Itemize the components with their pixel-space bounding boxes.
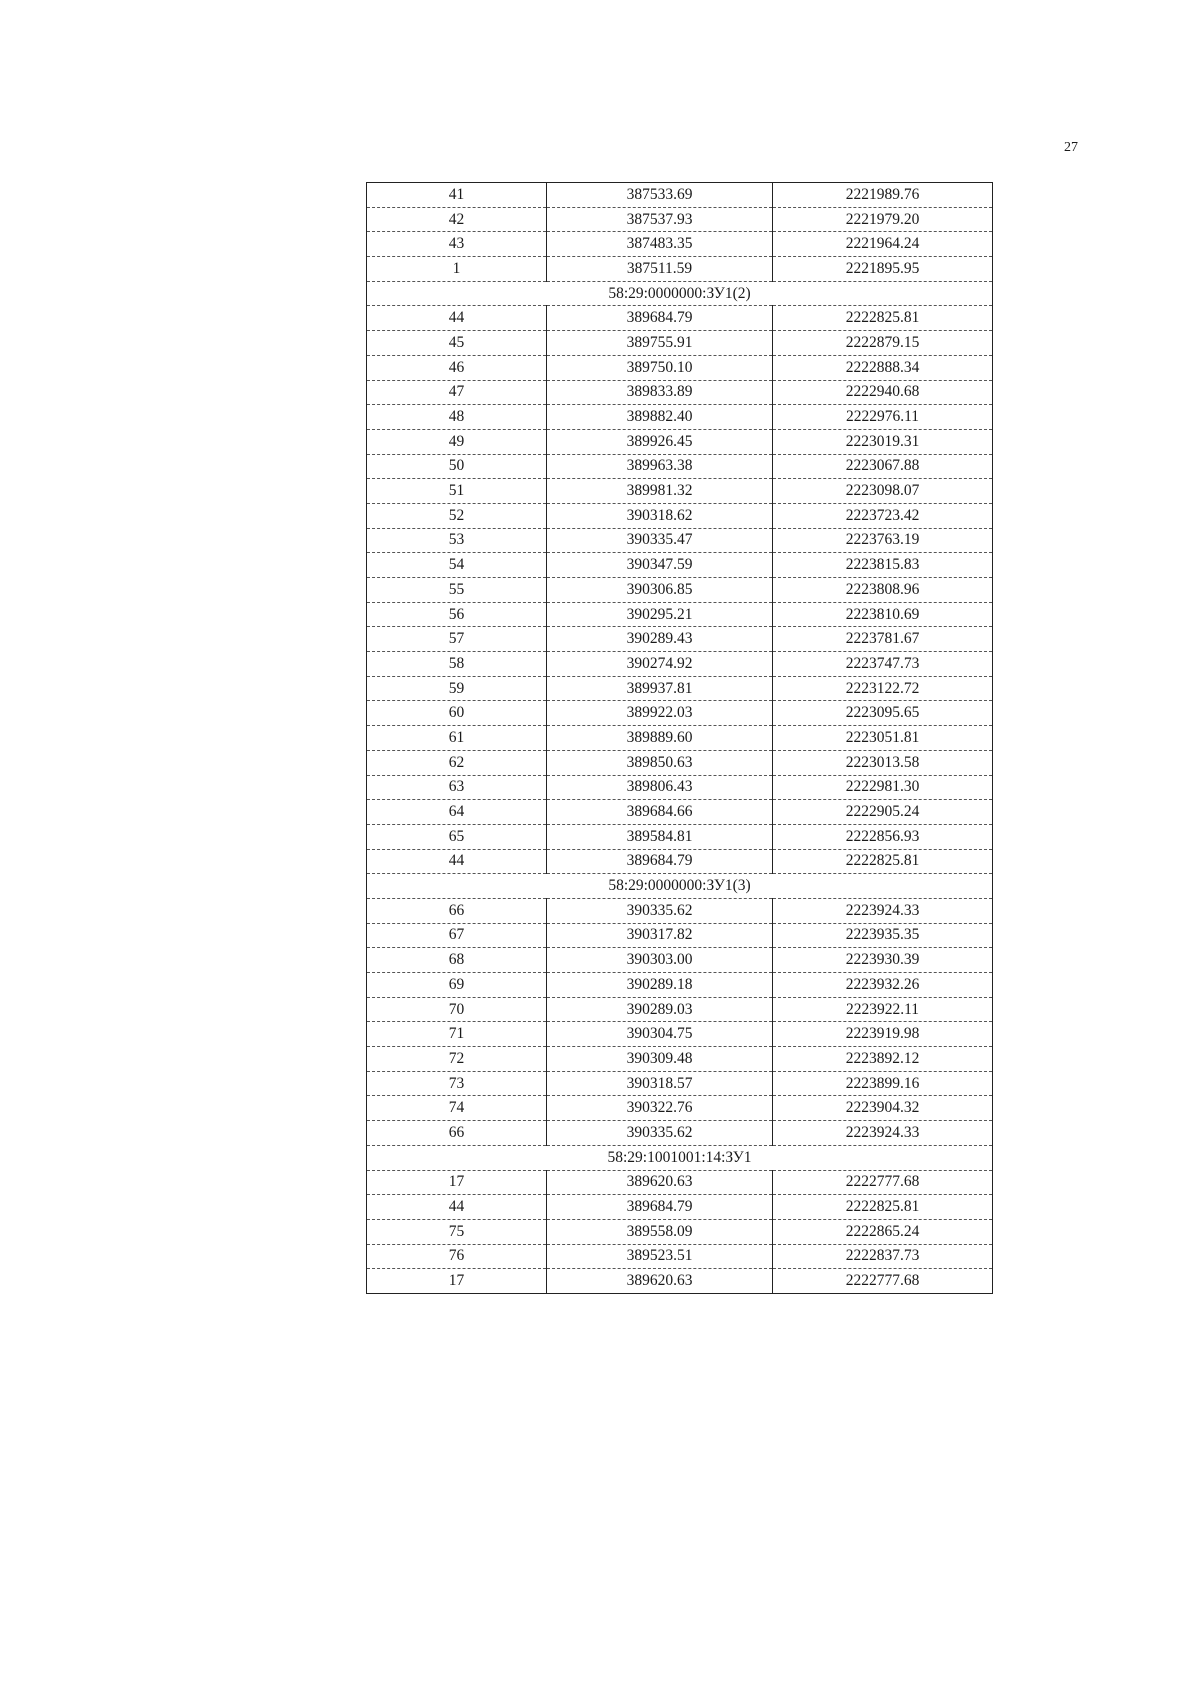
y-coordinate-cell: 2222777.68 [773, 1269, 993, 1294]
table-row [367, 627, 993, 652]
y-coordinate-cell: 2222940.68 [773, 380, 993, 405]
section-header-row [367, 874, 993, 899]
y-coordinate-cell: 2223763.19 [773, 528, 993, 553]
y-coordinate-cell: 2221964.24 [773, 232, 993, 257]
table-row [367, 479, 993, 504]
table-row [367, 824, 993, 849]
x-coordinate-cell: 389937.81 [547, 676, 773, 701]
table-row [367, 1195, 993, 1220]
table-row [367, 207, 993, 232]
page-number: 27 [1064, 140, 1078, 155]
y-coordinate-cell: 2222777.68 [773, 1170, 993, 1195]
coordinates-table-body [367, 183, 993, 1294]
point-number-cell: 51 [367, 479, 547, 504]
table-row [367, 1096, 993, 1121]
point-number-cell: 72 [367, 1047, 547, 1072]
x-coordinate-cell: 390317.82 [547, 923, 773, 948]
x-coordinate-cell: 389926.45 [547, 429, 773, 454]
y-coordinate-cell: 2222981.30 [773, 775, 993, 800]
y-coordinate-cell: 2223013.58 [773, 750, 993, 775]
x-coordinate-cell: 390335.62 [547, 1121, 773, 1146]
table-row [367, 1022, 993, 1047]
point-number-cell: 64 [367, 800, 547, 825]
table-row [367, 503, 993, 528]
x-coordinate-cell: 389558.09 [547, 1219, 773, 1244]
x-coordinate-cell: 390304.75 [547, 1022, 773, 1047]
section-header-row [367, 1145, 993, 1170]
y-coordinate-cell: 2222905.24 [773, 800, 993, 825]
point-number-cell: 44 [367, 1195, 547, 1220]
x-coordinate-cell: 389963.38 [547, 454, 773, 479]
point-number-cell: 52 [367, 503, 547, 528]
x-coordinate-cell: 389684.66 [547, 800, 773, 825]
point-number-cell: 63 [367, 775, 547, 800]
table-row [367, 429, 993, 454]
table-row [367, 306, 993, 331]
y-coordinate-cell: 2223932.26 [773, 973, 993, 998]
x-coordinate-cell: 389806.43 [547, 775, 773, 800]
table-row [367, 578, 993, 603]
point-number-cell: 42 [367, 207, 547, 232]
table-row [367, 898, 993, 923]
x-coordinate-cell: 390289.03 [547, 997, 773, 1022]
y-coordinate-cell: 2223723.42 [773, 503, 993, 528]
y-coordinate-cell: 2222888.34 [773, 355, 993, 380]
point-number-cell: 58 [367, 652, 547, 677]
y-coordinate-cell: 2223051.81 [773, 726, 993, 751]
table-row [367, 1269, 993, 1294]
table-row [367, 1121, 993, 1146]
y-coordinate-cell: 2223781.67 [773, 627, 993, 652]
point-number-cell: 54 [367, 553, 547, 578]
x-coordinate-cell: 390303.00 [547, 948, 773, 973]
point-number-cell: 74 [367, 1096, 547, 1121]
x-coordinate-cell: 389620.63 [547, 1269, 773, 1294]
y-coordinate-cell: 2223810.69 [773, 602, 993, 627]
table-row [367, 355, 993, 380]
x-coordinate-cell: 390335.47 [547, 528, 773, 553]
point-number-cell: 75 [367, 1219, 547, 1244]
x-coordinate-cell: 390347.59 [547, 553, 773, 578]
table-row [367, 1047, 993, 1072]
table-row [367, 257, 993, 282]
table-row [367, 331, 993, 356]
point-number-cell: 17 [367, 1170, 547, 1195]
y-coordinate-cell: 2223095.65 [773, 701, 993, 726]
x-coordinate-cell: 387511.59 [547, 257, 773, 282]
x-coordinate-cell: 390289.43 [547, 627, 773, 652]
x-coordinate-cell: 390274.92 [547, 652, 773, 677]
x-coordinate-cell: 387537.93 [547, 207, 773, 232]
x-coordinate-cell: 389620.63 [547, 1170, 773, 1195]
point-number-cell: 43 [367, 232, 547, 257]
table-row [367, 1219, 993, 1244]
y-coordinate-cell: 2222825.81 [773, 1195, 993, 1220]
point-number-cell: 68 [367, 948, 547, 973]
table-row [367, 380, 993, 405]
y-coordinate-cell: 2223747.73 [773, 652, 993, 677]
x-coordinate-cell: 389523.51 [547, 1244, 773, 1269]
point-number-cell: 57 [367, 627, 547, 652]
y-coordinate-cell: 2223808.96 [773, 578, 993, 603]
point-number-cell: 73 [367, 1071, 547, 1096]
point-number-cell: 61 [367, 726, 547, 751]
y-coordinate-cell: 2222856.93 [773, 824, 993, 849]
y-coordinate-cell: 2222825.81 [773, 849, 993, 874]
table-row [367, 1244, 993, 1269]
table-row [367, 726, 993, 751]
y-coordinate-cell: 2223924.33 [773, 898, 993, 923]
x-coordinate-cell: 390295.21 [547, 602, 773, 627]
point-number-cell: 62 [367, 750, 547, 775]
y-coordinate-cell: 2223930.39 [773, 948, 993, 973]
table-row [367, 405, 993, 430]
table-row [367, 528, 993, 553]
x-coordinate-cell: 389981.32 [547, 479, 773, 504]
y-coordinate-cell: 2223892.12 [773, 1047, 993, 1072]
table-row [367, 948, 993, 973]
point-number-cell: 71 [367, 1022, 547, 1047]
y-coordinate-cell: 2223019.31 [773, 429, 993, 454]
y-coordinate-cell: 2223122.72 [773, 676, 993, 701]
point-number-cell: 41 [367, 183, 547, 208]
table-row [367, 800, 993, 825]
x-coordinate-cell: 390318.57 [547, 1071, 773, 1096]
x-coordinate-cell: 389922.03 [547, 701, 773, 726]
x-coordinate-cell: 389833.89 [547, 380, 773, 405]
x-coordinate-cell: 389684.79 [547, 306, 773, 331]
x-coordinate-cell: 390322.76 [547, 1096, 773, 1121]
table-row [367, 676, 993, 701]
point-number-cell: 49 [367, 429, 547, 454]
point-number-cell: 55 [367, 578, 547, 603]
y-coordinate-cell: 2223924.33 [773, 1121, 993, 1146]
y-coordinate-cell: 2223067.88 [773, 454, 993, 479]
x-coordinate-cell: 390309.48 [547, 1047, 773, 1072]
y-coordinate-cell: 2223904.32 [773, 1096, 993, 1121]
point-number-cell: 60 [367, 701, 547, 726]
point-number-cell: 48 [367, 405, 547, 430]
x-coordinate-cell: 389684.79 [547, 849, 773, 874]
point-number-cell: 66 [367, 898, 547, 923]
table-row [367, 750, 993, 775]
table-row [367, 553, 993, 578]
table-row [367, 849, 993, 874]
x-coordinate-cell: 390289.18 [547, 973, 773, 998]
parcel-number-label: 58:29:1001001:14:ЗУ1 [367, 1145, 993, 1170]
x-coordinate-cell: 390318.62 [547, 503, 773, 528]
point-number-cell: 67 [367, 923, 547, 948]
table-row [367, 1071, 993, 1096]
table-row [367, 775, 993, 800]
y-coordinate-cell: 2223899.16 [773, 1071, 993, 1096]
y-coordinate-cell: 2222825.81 [773, 306, 993, 331]
point-number-cell: 44 [367, 849, 547, 874]
point-number-cell: 70 [367, 997, 547, 1022]
x-coordinate-cell: 390306.85 [547, 578, 773, 603]
y-coordinate-cell: 2221895.95 [773, 257, 993, 282]
y-coordinate-cell: 2222865.24 [773, 1219, 993, 1244]
point-number-cell: 1 [367, 257, 547, 282]
point-number-cell: 69 [367, 973, 547, 998]
x-coordinate-cell: 389684.79 [547, 1195, 773, 1220]
x-coordinate-cell: 389750.10 [547, 355, 773, 380]
table-row [367, 602, 993, 627]
y-coordinate-cell: 2223815.83 [773, 553, 993, 578]
x-coordinate-cell: 387483.35 [547, 232, 773, 257]
y-coordinate-cell: 2221979.20 [773, 207, 993, 232]
point-number-cell: 46 [367, 355, 547, 380]
y-coordinate-cell: 2222837.73 [773, 1244, 993, 1269]
y-coordinate-cell: 2223935.35 [773, 923, 993, 948]
point-number-cell: 53 [367, 528, 547, 553]
x-coordinate-cell: 389584.81 [547, 824, 773, 849]
point-number-cell: 47 [367, 380, 547, 405]
point-number-cell: 65 [367, 824, 547, 849]
x-coordinate-cell: 389850.63 [547, 750, 773, 775]
x-coordinate-cell: 390335.62 [547, 898, 773, 923]
point-number-cell: 76 [367, 1244, 547, 1269]
table-row [367, 652, 993, 677]
table-row [367, 997, 993, 1022]
point-number-cell: 44 [367, 306, 547, 331]
y-coordinate-cell: 2221989.76 [773, 183, 993, 208]
y-coordinate-cell: 2223098.07 [773, 479, 993, 504]
point-number-cell: 45 [367, 331, 547, 356]
coordinates-table [366, 182, 993, 1294]
x-coordinate-cell: 389882.40 [547, 405, 773, 430]
x-coordinate-cell: 389889.60 [547, 726, 773, 751]
x-coordinate-cell: 387533.69 [547, 183, 773, 208]
y-coordinate-cell: 2222976.11 [773, 405, 993, 430]
x-coordinate-cell: 389755.91 [547, 331, 773, 356]
section-header-row [367, 281, 993, 306]
point-number-cell: 50 [367, 454, 547, 479]
y-coordinate-cell: 2223922.11 [773, 997, 993, 1022]
table-row [367, 1170, 993, 1195]
table-row [367, 973, 993, 998]
table-row [367, 701, 993, 726]
table-row [367, 923, 993, 948]
parcel-number-label: 58:29:0000000:ЗУ1(3) [367, 874, 993, 899]
table-row [367, 232, 993, 257]
parcel-number-label: 58:29:0000000:ЗУ1(2) [367, 281, 993, 306]
y-coordinate-cell: 2222879.15 [773, 331, 993, 356]
point-number-cell: 17 [367, 1269, 547, 1294]
table-row [367, 454, 993, 479]
point-number-cell: 66 [367, 1121, 547, 1146]
y-coordinate-cell: 2223919.98 [773, 1022, 993, 1047]
point-number-cell: 59 [367, 676, 547, 701]
table-row [367, 183, 993, 208]
point-number-cell: 56 [367, 602, 547, 627]
